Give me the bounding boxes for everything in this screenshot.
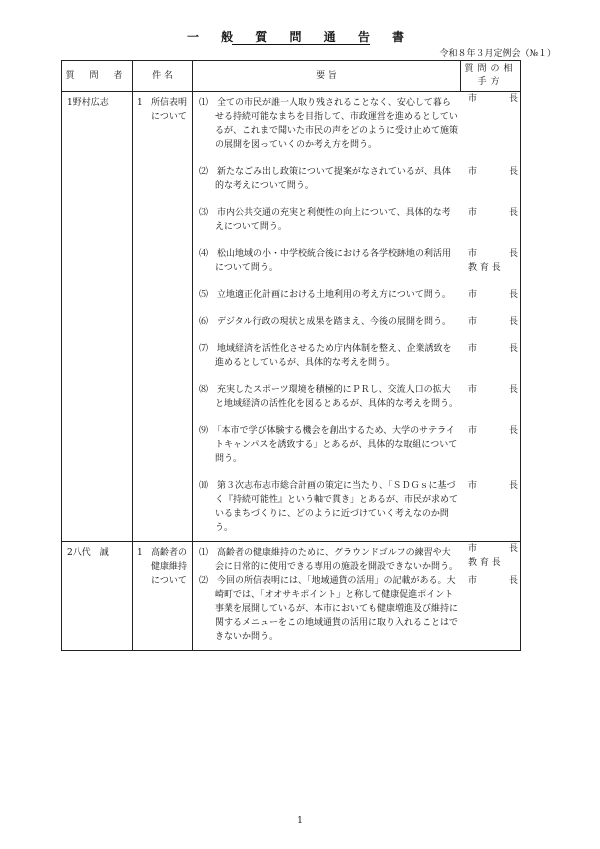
respondent: 市 長 bbox=[468, 576, 518, 586]
requirement-text: ⑶ 市内公共交通の充実と利便性の向上について、具体的な考えについて問う。 bbox=[199, 208, 451, 232]
requirement-item bbox=[193, 411, 520, 466]
requirement-item bbox=[193, 542, 520, 574]
table-row bbox=[62, 92, 521, 542]
requirement-item bbox=[193, 193, 520, 234]
respondent-list bbox=[464, 92, 524, 152]
requirement-item bbox=[193, 370, 520, 411]
requirement-text: ⑼ 「本市で学び体験する機会を創出するため、大学のサテライトキャンパスを誘致する」とあるが、具体的な取組について問う。 bbox=[199, 426, 458, 464]
requirement-text: ⑷ 松山地域の小・中学校統合後における各学校跡地の利活用について問う。 bbox=[199, 249, 452, 273]
subject-number: 1 bbox=[137, 548, 143, 558]
subject-text: 所信表明について bbox=[151, 98, 188, 122]
subject-cell bbox=[133, 92, 193, 542]
respondent: 市 長 bbox=[468, 249, 518, 259]
respondent: 教 育 長 bbox=[468, 263, 501, 273]
page-number: 1 bbox=[297, 816, 303, 826]
respondent: 市 長 bbox=[468, 344, 518, 354]
notice-table bbox=[61, 60, 521, 651]
header-respondent: 質問の相手方 bbox=[461, 61, 521, 92]
respondent: 市 長 bbox=[468, 481, 518, 491]
respondent-list bbox=[464, 574, 524, 644]
requirement-item bbox=[193, 92, 520, 152]
table-header-row bbox=[62, 61, 521, 92]
requirement-text: ⑵ 新たなごみ出し政策について提案がなされているが、具体的な考えについて問う。 bbox=[199, 167, 451, 191]
respondent: 市 長 bbox=[468, 208, 518, 218]
requirement-text: ⑸ 立地適正化計画における土地利用の考え方について問う。 bbox=[199, 290, 451, 300]
respondent: 市 長 bbox=[468, 317, 518, 327]
header-requirement: 要 旨 bbox=[193, 61, 461, 92]
title-underline bbox=[232, 44, 370, 45]
items-cell bbox=[193, 92, 521, 542]
respondent: 市 長 bbox=[468, 544, 518, 554]
subject-number: 1 bbox=[137, 98, 143, 108]
subject-cell bbox=[133, 542, 193, 651]
requirement-item bbox=[193, 234, 520, 275]
items-cell bbox=[193, 542, 521, 651]
respondent: 市 長 bbox=[468, 290, 518, 300]
requirement-text: ⑴ 全ての市民が誰一人取り残されることなく、安心して暮らせる持続可能なまちを目指して、市政運営を進めるとしているが、これまで聞いた市民の声をどのように受け止めて施策の展開を図っていくのか考え方を問う。 bbox=[199, 98, 459, 150]
requirement-text: ⑴ 高齢者の健康維持のために、グラウンドゴルフの練習や大会に日常的に使用できる専用の施設を開設できないか問う。 bbox=[199, 548, 459, 572]
requirement-text: ⑻ 充実したスポーツ環境を積極的にＰＲし、交流人口の拡大と地域経済の活性化を図るとあるが、具体的な考えを問う。 bbox=[199, 385, 459, 409]
requirement-text: ⑺ 地域経済を活性化させるため庁内体制を整え、企業誘致を進めるとしているが、具体的な考えを問う。 bbox=[199, 344, 452, 368]
requirement-item bbox=[193, 574, 520, 644]
respondent: 市 長 bbox=[468, 385, 518, 395]
respondent: 教 育 長 bbox=[468, 558, 501, 568]
respondent: 市 長 bbox=[468, 94, 518, 104]
requirement-item bbox=[193, 329, 520, 370]
subject-text: 高齢者の健康維持について bbox=[151, 548, 188, 586]
questioner-cell: 2八代 誠 bbox=[62, 542, 133, 651]
requirement-item bbox=[193, 275, 520, 302]
respondent-list bbox=[464, 542, 524, 574]
requirement-text: ⑹ デジタル行政の現状と成果を踏まえ、今後の展開を問う。 bbox=[199, 317, 452, 327]
requirement-item bbox=[193, 152, 520, 193]
requirement-text: ⑽ 第３次志布志市総合計画の策定に当たり、「ＳＤＧｓに基づく『持続可能性』という軸で貫き」とあるが、市民が求めているまちづくりに、どのように近づけていく考えなのか問う。 bbox=[199, 481, 459, 533]
requirement-item bbox=[193, 466, 520, 535]
questioner-cell: 1野村広志 bbox=[62, 92, 133, 542]
header-questioner: 質 問 者 bbox=[62, 61, 133, 92]
meeting-label: 令和８年３月定例会（№１） bbox=[439, 49, 556, 59]
document-title: 一 般 質 問 通 告 書 bbox=[186, 30, 414, 44]
respondent: 市 長 bbox=[468, 167, 518, 177]
header-subject: 件 名 bbox=[133, 61, 193, 92]
requirement-text: ⑵ 今回の所信表明には、「地域通貨の活用」の記載がある。大崎町では、「オオサキポイント」と称して健康促進ポイント事業を展開しているが、本市においても健康増進及び維持に関するメニューをこの地域通貨の活用に取り入れることはできないか問う。 bbox=[199, 576, 459, 642]
requirement-item bbox=[193, 302, 520, 329]
respondent: 市 長 bbox=[468, 426, 518, 436]
table-row bbox=[62, 542, 521, 651]
respondent-list bbox=[464, 479, 524, 548]
